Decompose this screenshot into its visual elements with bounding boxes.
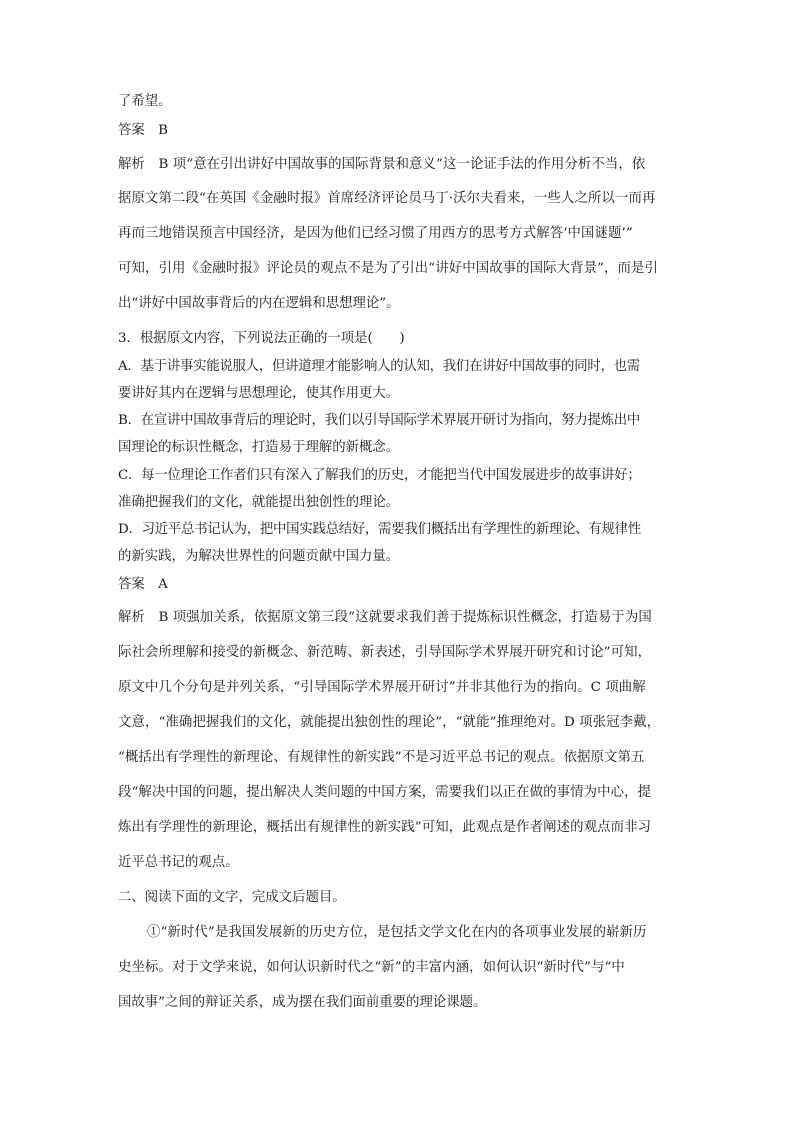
option-c: C．每一位理论工作者们只有深入了解我们的历史，才能把当代中国发展进步的故事讲好； — [118, 468, 641, 483]
section-heading: 二、阅读下面的文字，完成文后题目。 — [118, 890, 346, 905]
text-line: 文意，“准确把握我们的文化，就能提出独创性的理论”，“就能”推理绝对。D 项张冠李戴， — [118, 715, 661, 730]
option-d: D．习近平总书记认为，把中国实践总结好，需要我们概括出有学理性的新理论、有规律性 — [118, 522, 641, 537]
text-line: 据原文第二段“在英国《金融时报》首席经济评论员马丁·沃尔夫看来，一些人之所以一而再 — [118, 191, 656, 206]
answer-label: 答案 A — [118, 577, 168, 592]
passage-paragraph-1: ①“新时代”是我国发展新的历史方位，是包括文学文化在内的各项事业发展的崭新历 — [147, 925, 647, 940]
text-line: 史坐标。对于文学来说，如何认识新时代之“新”的丰富内涵，如何认识“新时代”与“中 — [118, 960, 625, 975]
analysis-paragraph: 解析 B 项强加关系，依据原文第三段“这就要求我们善于提炼标识性概念，打造易于为国 — [118, 610, 652, 625]
question-3: 3．根据原文内容，下列说法正确的一项是( ) — [118, 331, 405, 346]
text-line: 准确把握我们的文化，就能提出独创性的理论。 — [118, 495, 400, 510]
text-line: 要讲好其内在逻辑与思想理论，使其作用更大。 — [118, 386, 400, 401]
text-line: 了希望。 — [118, 94, 172, 109]
text-line: 原文中几个分句是并列关系，“引导国际学术界展开研讨”并非其他行为的指向。C 项曲解 — [118, 680, 646, 695]
text-line: 段“解决中国的问题，提出解决人类问题的中国方案，需要我们以正在做的事情为中心，提 — [118, 785, 652, 800]
answer-label: 答案 B — [118, 123, 169, 138]
text-line: “概括出有学理性的新理论、有规律性的新实践”不是习近平总书记的观点。依据原文第五 — [118, 750, 645, 765]
text-line: 际社会所理解和接受的新概念、新范畴、新表述，引导国际学术界展开研究和讨论”可知， — [118, 645, 652, 660]
text-line: 近平总书记的观点。 — [118, 855, 239, 870]
text-line: 再而三地错误预言中国经济，是因为他们已经习惯了用西方的思考方式解答‘中国谜题’” — [118, 226, 633, 241]
text-line: 可知，引用《金融时报》评论员的观点不是为了引出“讲好中国故事的国际大背景”，而是引 — [118, 261, 659, 276]
analysis-paragraph: 解析 B 项“意在引出讲好中国故事的国际背景和意义”这一论证手法的作用分析不当，依 — [118, 157, 646, 172]
text-line: 国故事”之间的辩证关系，成为摆在我们面前重要的理论课题。 — [118, 995, 487, 1010]
text-line: 国理论的标识性概念，打造易于理解的新概念。 — [118, 440, 400, 455]
text-line: 的新实践，为解决世界性的问题贡献中国力量。 — [118, 549, 400, 564]
option-a: A．基于讲事实能说服人，但讲道理才能影响人的认知，我们在讲好中国故事的同时，也需 — [118, 359, 640, 374]
text-line: 出“讲好中国故事背后的内在逻辑和思想理论”。 — [118, 296, 400, 311]
option-b: B．在宣讲中国故事背后的理论时，我们以引导国际学术界展开研讨为指向，努力提炼出中 — [118, 413, 641, 428]
text-line: 炼出有学理性的新理论，概括出有规律性的新实践”可知，此观点是作者阐述的观点而非习 — [118, 820, 652, 835]
